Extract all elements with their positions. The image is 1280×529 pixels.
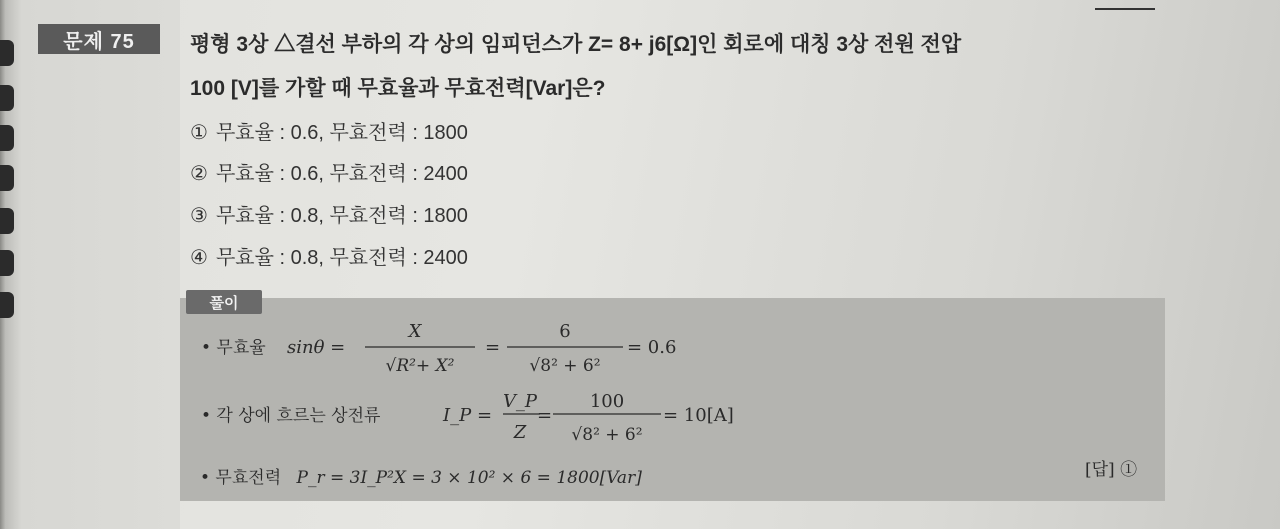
option-3 [190, 199, 468, 228]
solution-tag: 풀이 [186, 290, 262, 314]
solution-bullet-text: • 무효율 [201, 338, 266, 358]
fraction-numerator: V_P [502, 391, 538, 412]
binding-ring [0, 40, 14, 66]
equals-sign: = [537, 405, 553, 426]
answer-label: [답] ① [1085, 460, 1138, 480]
page-margin [0, 0, 180, 529]
binding-ring [0, 85, 14, 111]
option-number: ④ [190, 247, 208, 269]
fraction-denominator: Z [513, 422, 527, 443]
formula-lhs: I_P = [443, 405, 493, 426]
equals-sign: = [485, 337, 501, 358]
option-number: ② [190, 163, 208, 185]
binding-ring [0, 125, 14, 151]
fraction-numerator: X [408, 321, 422, 342]
solution-bullet-text: • 각 상에 흐르는 상전류 [201, 406, 381, 426]
question-text-line-1: 평형 3상 △결선 부하의 각 상의 임피던스가 Z= 8+ j6[Ω]인 회로에 대칭 3상 전원 전압 [190, 33, 962, 56]
option-text: 무효율 : 0.6, 무효전력 : 2400 [215, 163, 468, 185]
fraction-denominator: √8² + 6² [529, 356, 601, 376]
solution-bullet-text: • 무효전력 [200, 468, 282, 488]
option-text: 무효율 : 0.8, 무효전력 : 2400 [215, 247, 468, 269]
fraction-numerator: 100 [589, 391, 625, 412]
formula-result: = 0.6 [627, 337, 677, 358]
option-number: ③ [190, 205, 208, 227]
binding-ring [0, 208, 14, 234]
formula-result: = 10[A] [663, 405, 734, 426]
option-1 [190, 116, 468, 145]
question-number-badge: 문제 75 [38, 24, 160, 54]
binding-ring [0, 165, 14, 191]
solution-formula-1 [195, 315, 715, 385]
header-rule [1095, 8, 1155, 10]
fraction-denominator: √R²+ X² [385, 356, 455, 376]
solution-formula-3 [200, 463, 642, 488]
question-text-line-2: 100 [V]를 가할 때 무효율과 무효전력[Var]은? [190, 77, 606, 100]
binding-ring [0, 250, 14, 276]
option-2 [190, 157, 468, 186]
binding-ring [0, 292, 14, 318]
option-4 [190, 241, 468, 270]
fraction-numerator: 6 [559, 321, 571, 342]
fraction-denominator: √8² + 6² [571, 425, 643, 445]
option-text: 무효율 : 0.6, 무효전력 : 1800 [215, 122, 468, 144]
formula-text: P_r = 3I_P²X = 3 × 10² × 6 = 1800[Var] [296, 468, 642, 488]
option-text: 무효율 : 0.8, 무효전력 : 1800 [215, 205, 468, 227]
solution-formula-2 [195, 385, 755, 455]
option-number: ① [190, 122, 208, 144]
formula-lhs: sinθ = [287, 337, 346, 358]
